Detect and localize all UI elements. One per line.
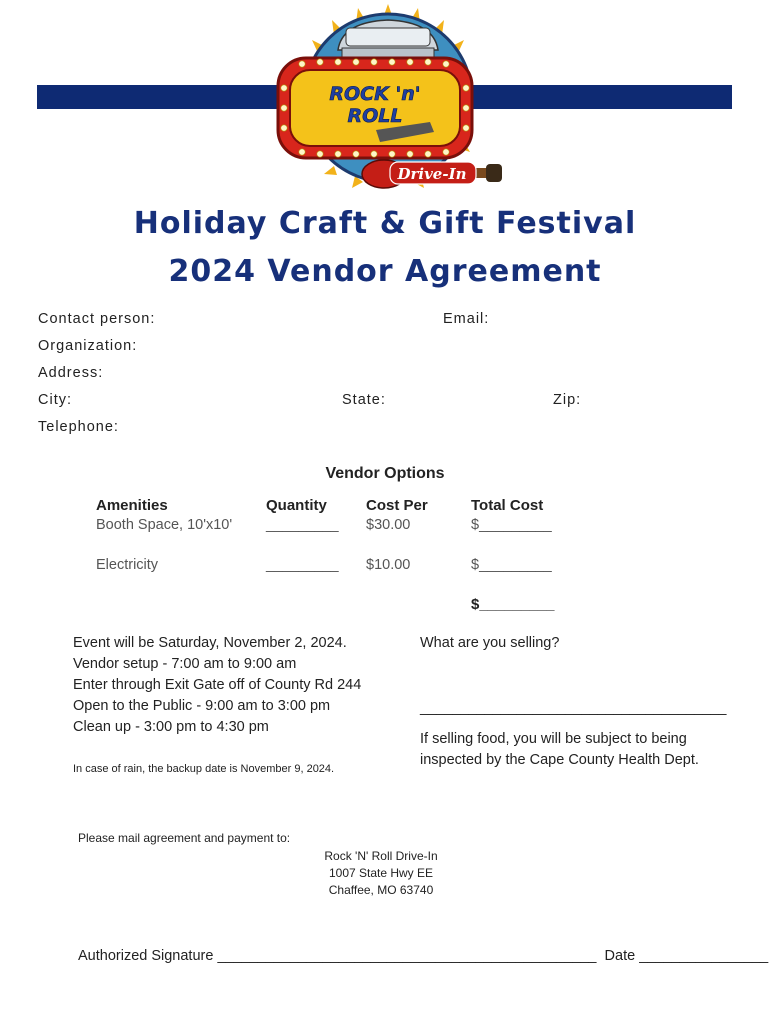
state-label: State: (342, 392, 386, 408)
address-label: Address: (38, 365, 104, 381)
event-date-line: Event will be Saturday, November 2, 2024. (73, 635, 347, 651)
public-hours-line: Open to the Public - 9:00 am to 3:00 pm (73, 698, 331, 714)
selling-answer-field[interactable]: ______________________________________ (420, 700, 727, 716)
column-header-quantity: Quantity (266, 497, 327, 514)
table-cell-amenity: Booth Space, 10'x10' (96, 517, 233, 533)
entry-gate-line: Enter through Exit Gate off of County Rd 244 (73, 677, 362, 693)
grand-total-field[interactable]: $_________ (471, 596, 555, 613)
mail-city: Chaffee, MO 63740 (328, 883, 434, 897)
signature-row (78, 948, 768, 964)
food-note-line1: If selling food, you will be subject to being (420, 731, 687, 747)
column-header-total-cost: Total Cost (471, 497, 544, 514)
column-header-amenities: Amenities (96, 497, 168, 514)
date-field[interactable]: ________________ (639, 948, 769, 964)
table-cell-total[interactable]: $_________ (471, 557, 552, 573)
signature-field[interactable]: _______________________________________________ (217, 948, 597, 964)
cleanup-line: Clean up - 3:00 pm to 4:30 pm (73, 719, 269, 735)
table-cell-quantity[interactable]: _________ (266, 517, 339, 533)
table-cell-cost: $30.00 (366, 517, 411, 533)
vendor-setup-line: Vendor setup - 7:00 am to 9:00 am (73, 656, 297, 672)
contact-person-label: Contact person: (38, 311, 156, 327)
city-label: City: (38, 392, 72, 408)
food-note-line2: inspected by the Cape County Health Dept. (420, 752, 699, 768)
mail-name: Rock 'N' Roll Drive-In (324, 849, 438, 863)
table-cell-quantity[interactable]: _________ (266, 557, 339, 573)
mail-instructions: Please mail agreement and payment to: (78, 831, 291, 845)
zip-label: Zip: (553, 392, 582, 408)
vendor-options-title: Vendor Options (325, 465, 445, 482)
logo-badge-text: Drive-In (397, 165, 467, 183)
organization-label: Organization: (38, 338, 138, 354)
logo-text-line1: ROCK 'n' (329, 83, 421, 105)
page-title: Holiday Craft & Gift Festival (133, 206, 637, 241)
table-cell-total[interactable]: $_________ (471, 517, 552, 533)
signature-label: Authorized Signature (78, 948, 214, 964)
logo-text-line2: ROLL (347, 105, 403, 127)
rain-date-note: In case of rain, the backup date is November 9, 2024. (73, 763, 335, 775)
column-header-cost-per: Cost Per (366, 497, 428, 514)
page-subtitle: 2024 Vendor Agreement (168, 254, 602, 289)
date-label: Date (604, 948, 636, 964)
mail-street: 1007 State Hwy EE (328, 866, 434, 880)
selling-question: What are you selling? (420, 635, 560, 651)
telephone-label: Telephone: (38, 419, 119, 435)
table-cell-amenity: Electricity (96, 557, 159, 573)
email-label: Email: (443, 311, 490, 327)
rock-n-roll-drive-in-logo (272, 2, 504, 198)
table-cell-cost: $10.00 (366, 557, 411, 573)
